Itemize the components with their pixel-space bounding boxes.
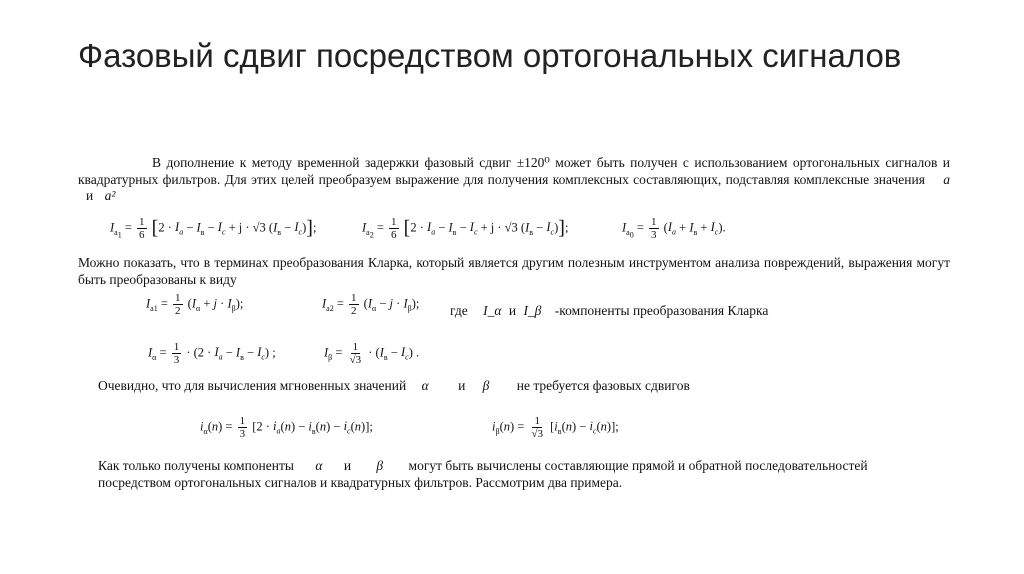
formula-inst-beta: $i_\beta(n)$ = $\frac{1}{√3}$ $[i_в(n) - i_c(n)]$; <box>492 415 619 440</box>
clarke-paragraph: Можно показать, что в терминах преобразования Кларка, который является другим полезным инструментом анализа повреждений, выражения могут быть преобразованы к виду <box>78 255 950 287</box>
where-text: где <box>450 303 468 318</box>
formula-inst-alpha: $i_\alpha(n)$ = $\frac{1}{3}$ $[2 \cdot i_a(n) - i_в(n) - i_c(n)]$; <box>200 415 373 440</box>
final-paragraph <box>98 458 950 491</box>
formula-clarke-a1: $I_{a1}$ = $\frac{1}{2}$ $(I_\alpha + j \cdot I_\beta)$; <box>146 292 244 317</box>
and-word-3: и <box>458 378 466 393</box>
where-tail: -компоненты преобразования Кларка <box>554 303 769 318</box>
where-clause <box>450 303 768 319</box>
where-i-beta: I_β <box>523 303 542 318</box>
formula-ia1-text <box>0 0 1 1</box>
beta-symbol-1: β <box>482 378 490 393</box>
obvious-line <box>98 378 690 394</box>
alpha-symbol-1: α <box>421 378 429 393</box>
formula-text-index <box>0 0 1 1</box>
obvious-tail: не требуется фазовых сдвигов <box>516 378 690 393</box>
slide-title: Фазовый сдвиг посредством ортогональных сигналов <box>78 37 902 74</box>
and-word-2: и <box>508 303 517 318</box>
a2-symbol: a² <box>104 188 116 203</box>
intro-text: В дополнение к методу временной задержки фазовый сдвиг ±120⁰ может быть получен с использованием ортогональных сигналов и квадратурных фильтров. Для этих целей преобразуем выражение для получения комплексных составляющих, подставляя комплексные значения <box>78 155 950 187</box>
formula-clarke-a2: $I_{a2}$ = $\frac{1}{2}$ $(I_\alpha - j \cdot I_\beta)$; <box>322 292 420 317</box>
final-start: Как только получены компоненты <box>98 458 294 473</box>
final-line2: посредством ортогональных сигналов и квадратурных фильтров. Рассмотрим два примера. <box>98 474 623 490</box>
formula-ia2: $I_{a_2}$ = $\frac{1}{6}$ [$2 \cdot I_a - I_в - I_c + j \cdot √3$ $(I_в - I_c)$]; <box>362 216 569 241</box>
formula-ia0: $I_{a_0}$ = $\frac{1}{3}$ $(I_a + I_в + I_c)$. <box>622 216 726 241</box>
where-i-alpha: I_α <box>483 303 502 318</box>
formula-i-alpha: $I_\alpha$ = $\frac{1}{3}$ · $(2 \cdot I_a - I_в - I_c)$ ; <box>148 341 276 366</box>
a-symbol: a <box>943 171 951 187</box>
and-word-1: и <box>86 188 94 203</box>
intro-paragraph <box>78 155 950 205</box>
formula-i-beta: $I_\beta$ = $\frac{1}{√3}$ · $(I_в - I_c)$ . <box>324 341 420 366</box>
and-word-4: и <box>343 458 352 473</box>
formula-ia1: $I_{a_1}$ = $\frac{1}{6}$ [$2 \cdot I_a - I_в - I_c + j \cdot √3$ $(I_в - I_c)$]; <box>110 216 317 241</box>
alpha-symbol-2: α <box>315 458 323 473</box>
obvious-text: Очевидно, что для вычисления мгновенных значений <box>98 378 407 393</box>
final-mid: могут быть вычислены составляющие прямой и обратной последовательностей <box>408 458 868 473</box>
beta-symbol-2: β <box>376 458 384 473</box>
